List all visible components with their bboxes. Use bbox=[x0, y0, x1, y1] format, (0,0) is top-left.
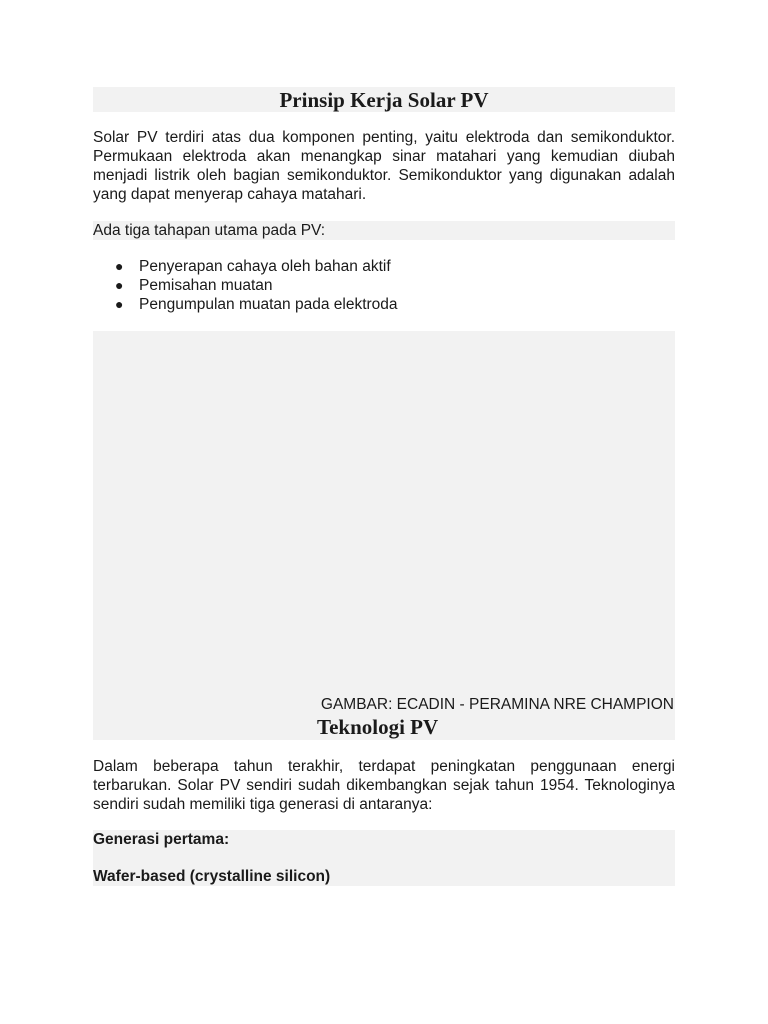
generation-box bbox=[93, 830, 675, 886]
image-placeholder bbox=[93, 331, 675, 740]
stages-intro: Ada tiga tahapan utama pada PV: bbox=[93, 221, 675, 240]
generation-heading: Generasi pertama: bbox=[93, 831, 230, 848]
list-item bbox=[93, 276, 675, 295]
list-item-text: Pengumpulan muatan pada elektroda bbox=[139, 296, 398, 313]
image-caption: GAMBAR: ECADIN - PERAMINA NRE CHAMPION bbox=[320, 696, 674, 713]
section-title-teknologi: Teknologi PV bbox=[317, 715, 439, 739]
intro-paragraph: Solar PV terdiri atas dua komponen penting, yaitu elektroda dan semikonduktor. Permukaan elektroda akan menangkap sinar matahari yang kemudian diubah menjadi listrik oleh bagian semikonduktor. Semikonduktor yang digunakan adalah yang dapat menyerap cahaya matahari. bbox=[93, 129, 675, 203]
list-item-text: Pemisahan muatan bbox=[139, 277, 273, 294]
bullet-icon: ● bbox=[115, 277, 124, 293]
technology-paragraph: Dalam beberapa tahun terakhir, terdapat peningkatan penggunaan energi terbarukan. Solar PV sendiri sudah dikembangkan sejak tahun 1954. Teknologinya sendiri sudah memiliki tiga generasi di antaranya: bbox=[93, 758, 675, 813]
spacer bbox=[93, 849, 675, 867]
section-title-prinsip: Prinsip Kerja Solar PV bbox=[93, 87, 675, 112]
list-item-text: Penyerapan cahaya oleh bahan aktif bbox=[139, 258, 391, 275]
bullet-icon: ● bbox=[115, 296, 124, 312]
list-item bbox=[93, 295, 675, 314]
document-page bbox=[93, 87, 675, 886]
generation-type: Wafer-based (crystalline silicon) bbox=[93, 868, 331, 885]
bullet-icon: ● bbox=[115, 258, 124, 274]
stages-list bbox=[93, 257, 675, 314]
list-item bbox=[93, 257, 675, 276]
